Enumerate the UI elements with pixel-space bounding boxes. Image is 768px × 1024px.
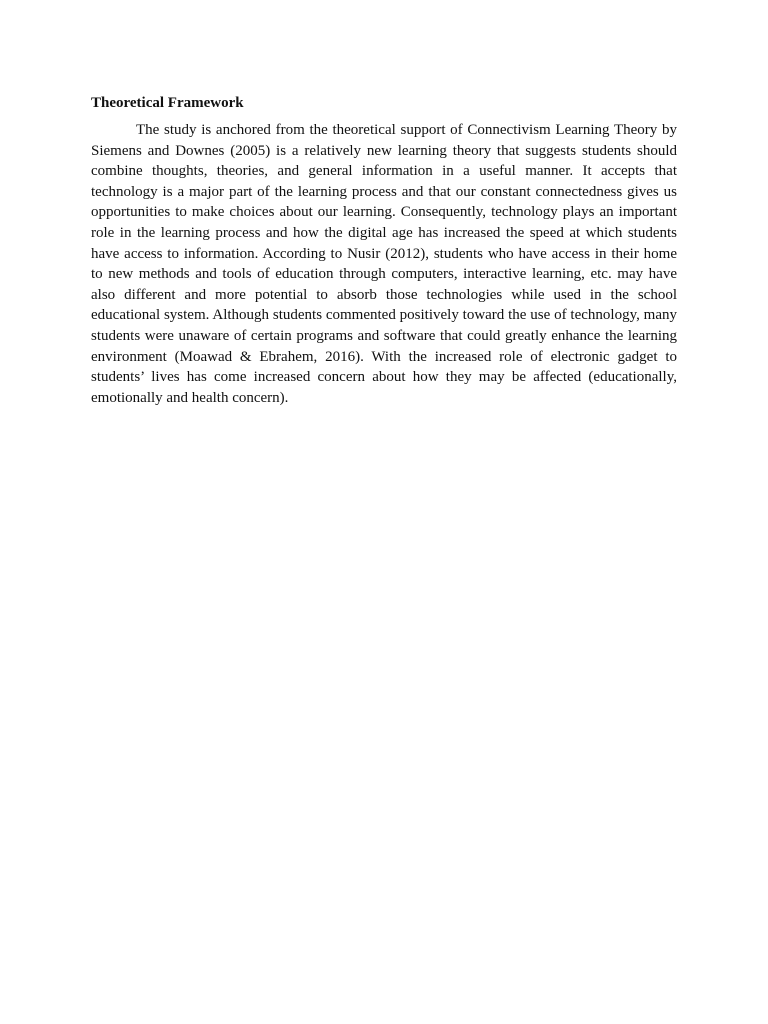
document-content xyxy=(91,93,677,408)
section-heading: Theoretical Framework xyxy=(91,95,244,111)
body-paragraph: The study is anchored from the theoretical support of Connectivism Learning Theory by Siemens and Downes (2005) is a relatively new learning theory that suggests students should combine thoughts, theories, and general information in a useful manner. It accepts that technology is a major part of the learning process and that our constant connectedness gives us opportunities to make choices about our learning. Consequently, technology plays an important role in the learning process and how the digital age has increased the speed at which students have access to information. According to Nusir (2012), students who have access in their home to new methods and tools of education through computers, interactive learning, etc. may have also different and more potential to absorb those technologies while used in the school educational system. Although students commented positively toward the use of technology, many students were unaware of certain programs and software that could greatly enhance the learning environment (Moawad & Ebrahem, 2016). With the increased role of electronic gadget to students’ lives has come increased concern about how they may be affected (educationally, emotionally and health concern). xyxy=(91,122,677,406)
